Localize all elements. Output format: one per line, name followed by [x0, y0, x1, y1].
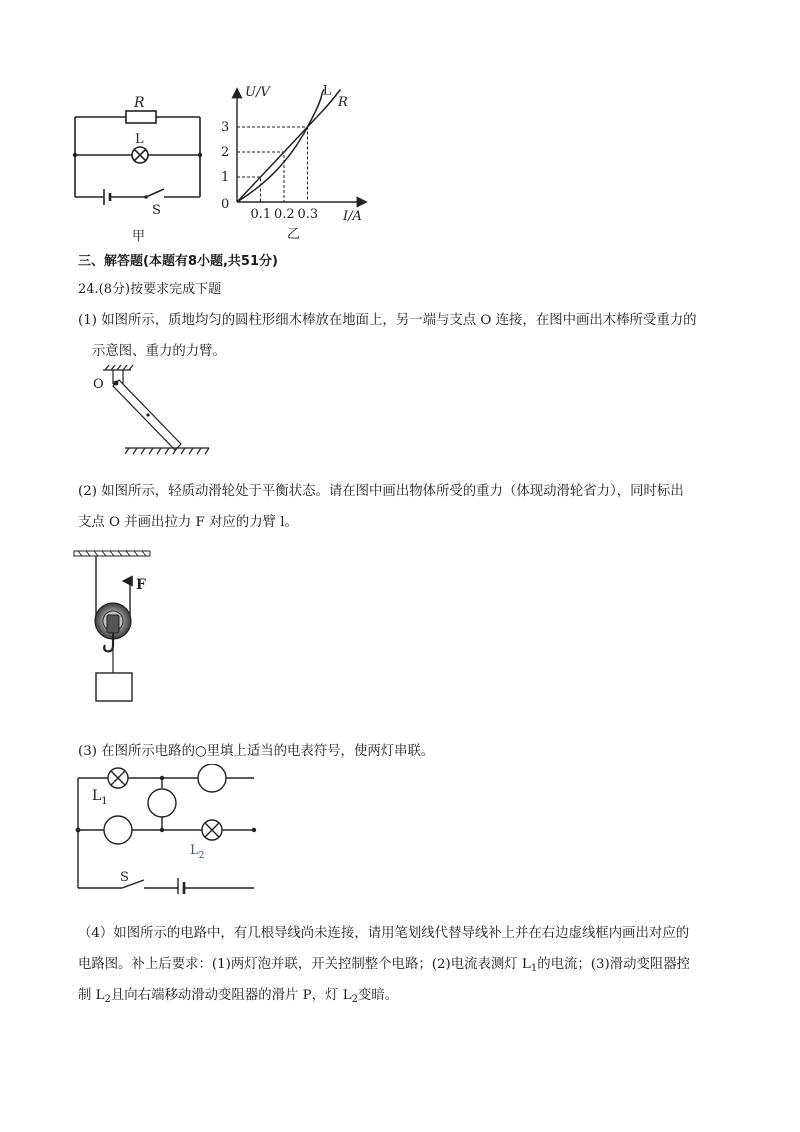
pivot-dot — [114, 381, 119, 386]
curve-label-r: R — [338, 94, 348, 110]
part2-line2: 支点 O 并画出拉力 F 对应的力臂 l。 — [78, 515, 298, 530]
ui-graph-yi — [215, 78, 375, 243]
part4-line2: 电路图。补上后要求：(1)两灯泡并联，开关控制整个电路；(2)电流表测灯 $L_1$的电流；(3)滑动变阻器控 — [78, 957, 691, 974]
y-axis-label: U/V — [245, 85, 270, 100]
meter-slot-middle[interactable] — [148, 789, 176, 817]
x-tick-label: 0.1 — [250, 207, 272, 222]
hanging-block — [96, 673, 132, 701]
x-tick-label: 0.3 — [297, 207, 319, 222]
resistor-label: R — [134, 95, 145, 111]
x-axis-label: I/A — [343, 209, 362, 224]
section-heading: 三、解答题(本题有8小题,共51分) — [78, 254, 278, 269]
rod-center-dot — [146, 413, 149, 416]
y-tick-label: 1 — [221, 170, 230, 185]
part4-line1: （4）如图所示的电路中，有几根导线尚未连接，请用笔划线代替导线补上并在右边虚线框内画出对应的 — [78, 926, 690, 941]
y-tick-label: 3 — [221, 120, 230, 135]
figure-caption-yi: 乙 — [287, 227, 301, 242]
question-title: 24.(8分)按要求完成下题 — [78, 282, 222, 297]
lamp-label: L — [135, 132, 144, 147]
y-tick-label: 2 — [221, 145, 230, 160]
force-label: F — [136, 577, 146, 593]
part1-line2: 示意图、重力的力臂。 — [92, 344, 226, 359]
part2-line1: (2) 如图所示，轻质动滑轮处于平衡状态。请在图中画出物体所受的重力（体现动滑轮省力），同时标出 — [78, 484, 684, 499]
curve-label-l: L — [322, 83, 332, 99]
pulley-figure — [70, 545, 170, 705]
meter-circuit-figure — [70, 764, 270, 894]
pivot-label: O — [93, 377, 104, 392]
origin-label: 0 — [221, 197, 230, 212]
figure-caption-jia: 甲 — [132, 229, 146, 244]
switch-label-s: S — [120, 870, 129, 885]
series-R-line — [237, 90, 340, 203]
part4-line3: 制 $L_2$且向右端移动滑动变阻器的滑片 P，灯 $L_2$变暗。 — [78, 988, 399, 1005]
part1-line1: (1) 如图所示，质地均匀的圆柱形细木棒放在地面上，另一端与支点 O 连接，在图中画出木棒所受重力的 — [78, 313, 697, 328]
circuit-jia — [60, 85, 220, 245]
x-tick-label: 0.2 — [274, 207, 295, 222]
series-L-line — [237, 90, 324, 203]
switch-label: S — [152, 203, 161, 218]
rod-figure — [85, 362, 215, 462]
meter-slot-top-right[interactable] — [198, 764, 226, 792]
lamp1-label: $L_1$ — [92, 788, 108, 807]
lamp2-label: $L_2$ — [190, 843, 205, 861]
meter-slot-middle-left[interactable] — [104, 816, 132, 844]
part3-line1: (3) 在图所示电路的○里填上适当的电表符号，使两灯串联。 — [78, 744, 435, 759]
